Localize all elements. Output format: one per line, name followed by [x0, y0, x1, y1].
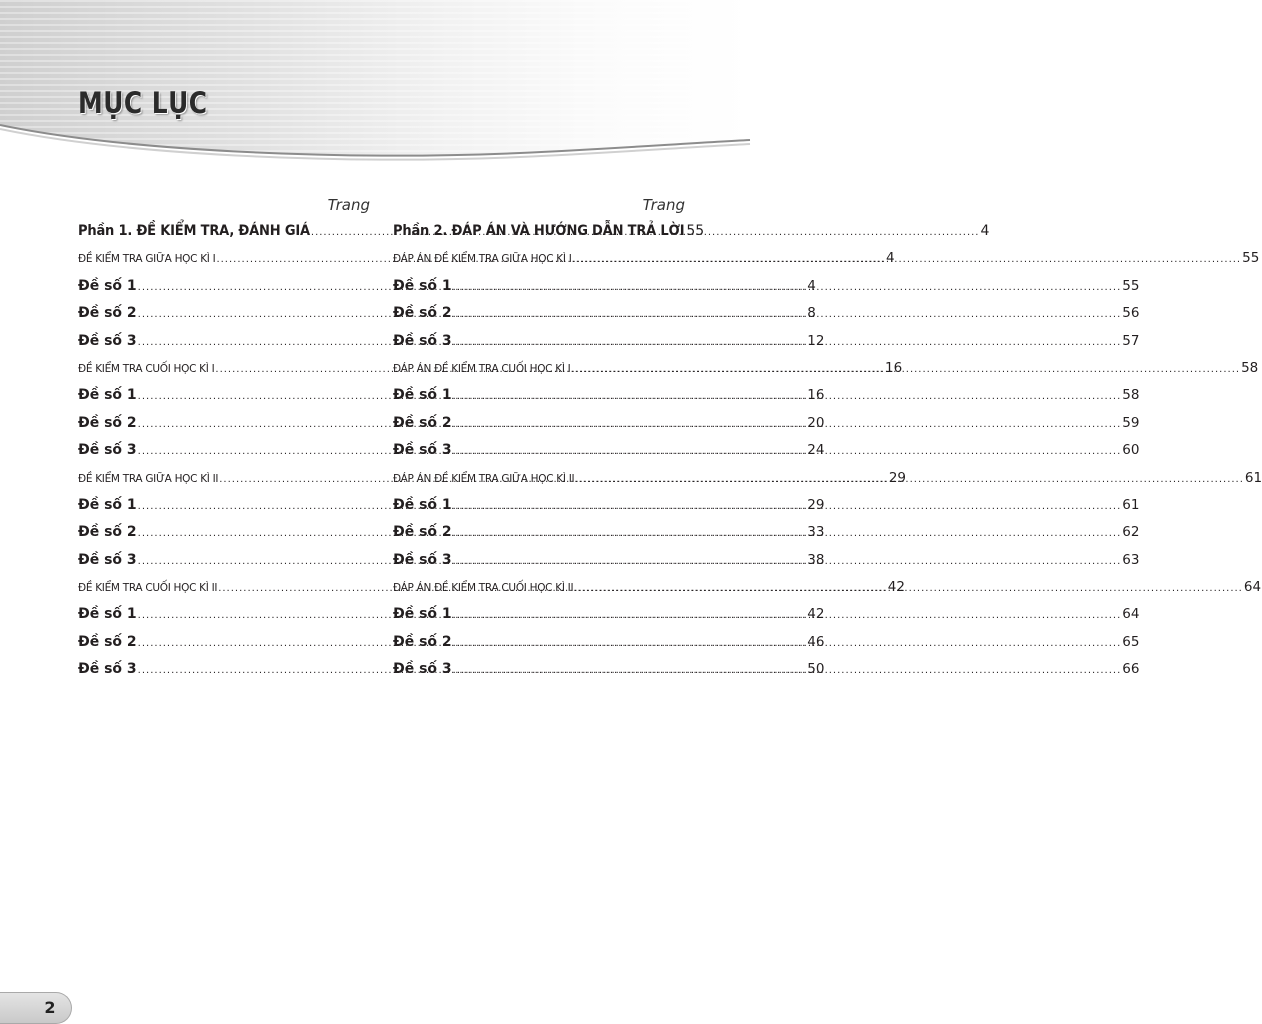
toc-entry-label: Đề số 3	[78, 551, 137, 568]
dot-leader	[575, 466, 1244, 493]
toc-entry-label: Đề số 1	[78, 496, 137, 513]
toc-entry-page: 55	[686, 223, 705, 239]
dot-leader	[453, 602, 1122, 629]
toc-entry-label: ĐÁP ÁN ĐỀ KIỂM TRA CUỐI HỌC KÌ I	[393, 362, 571, 375]
toc-entry-item	[78, 629, 825, 656]
toc-entry-page: 42	[807, 606, 825, 623]
page-number-tab	[0, 992, 72, 1024]
toc-entry-page: 8	[807, 305, 816, 322]
toc-entry-label: Đề số 1	[393, 277, 452, 294]
toc-entry-label: Đề số 3	[393, 332, 452, 349]
toc-entry-item	[78, 328, 825, 355]
dot-leader	[571, 356, 1240, 383]
toc-entry-page: 4	[980, 223, 990, 239]
page-title: MỤC LỤC	[78, 86, 208, 120]
toc-entry-page: 20	[807, 414, 825, 431]
dot-leader	[453, 438, 1122, 465]
toc-entry-item	[78, 547, 825, 574]
toc-entry-page: 29	[888, 469, 907, 486]
dot-leader	[453, 329, 1122, 356]
toc-entry-label: Đề số 2	[393, 414, 452, 431]
toc-entry-page: 64	[1243, 579, 1262, 596]
toc-entry-page: 64	[1122, 606, 1140, 623]
toc-entry-page: 12	[807, 332, 825, 349]
toc-entry-page: 65	[1122, 633, 1140, 650]
toc-entry-label: ĐỀ KIỂM TRA CUỐI HỌC KÌ II	[78, 582, 218, 595]
toc-entry-item	[78, 492, 825, 519]
dot-leader	[453, 383, 1122, 410]
dot-leader	[574, 575, 1243, 602]
toc-entry-item	[78, 273, 816, 300]
toc-entry-label: Đề số 1	[393, 496, 452, 513]
toc-entry-label: Đề số 2	[393, 633, 452, 650]
toc-entry-part	[393, 218, 705, 245]
toc-entry-item	[78, 656, 825, 683]
toc-entry-item	[78, 519, 825, 546]
toc-entry-item	[393, 273, 1140, 300]
toc-entry-label: Đề số 1	[78, 277, 137, 294]
page-number: 2	[44, 998, 56, 1017]
toc-entry-label: Đề số 3	[393, 661, 452, 678]
toc-entry-item	[393, 300, 1140, 327]
toc-entry-page: 33	[807, 524, 825, 541]
toc-entry-page: 24	[807, 442, 825, 459]
toc-entry-label: Đề số 1	[393, 387, 452, 404]
dot-leader	[453, 274, 1122, 301]
toc-entry-page: 61	[1122, 496, 1140, 513]
toc-entry-label: Đề số 1	[78, 606, 137, 623]
toc-entry-label: ĐÁP ÁN ĐỀ KIỂM TRA CUỐI HỌC KÌ II	[393, 582, 574, 595]
dot-leader	[573, 246, 1242, 273]
toc-entry-label: Đề số 2	[78, 524, 137, 541]
toc-entry-item	[78, 410, 825, 437]
toc-entry-item	[78, 437, 825, 464]
dot-leader	[453, 411, 1122, 438]
toc-entry-label: ĐỀ KIỂM TRA CUỐI HỌC KÌ I	[78, 362, 215, 375]
page-header-banner	[0, 0, 750, 175]
page-column-label: Trang	[642, 196, 685, 214]
toc-entry-label: ĐỀ KIỂM TRA GIỮA HỌC KÌ II	[78, 472, 219, 485]
toc-entry-label: Đề số 3	[393, 551, 452, 568]
toc-entry-page: 55	[1242, 250, 1260, 267]
toc-entry-page: 46	[807, 633, 825, 650]
toc-entry-page: 42	[887, 579, 905, 596]
toc-entry-label: Phần 2. ĐÁP ÁN VÀ HƯỚNG DẪN TRẢ LỜI	[393, 223, 685, 239]
toc-entry-page: 4	[807, 277, 816, 294]
toc-entry-section	[393, 245, 1260, 272]
dot-leader	[453, 657, 1122, 684]
toc-entry-label: ĐỀ KIỂM TRA GIỮA HỌC KÌ I	[78, 253, 216, 266]
dot-leader	[453, 630, 1122, 657]
dot-leader	[453, 493, 1122, 520]
toc-entry-page: 16	[807, 387, 825, 404]
toc-entry-label: Phần 1. ĐỀ KIỂM TRA, ĐÁNH GIÁ	[78, 223, 310, 239]
dot-leader	[453, 548, 1122, 575]
toc-entry-item	[78, 382, 825, 409]
toc-entry-page: 16	[884, 359, 903, 376]
toc-entry-page: 62	[1122, 524, 1140, 541]
toc-entry-label: Đề số 2	[78, 305, 137, 322]
toc-entry-page: 60	[1122, 442, 1140, 459]
toc-entry-page: 50	[807, 661, 825, 678]
toc-entry-label: Đề số 1	[393, 606, 452, 623]
toc-entry-label: ĐÁP ÁN ĐỀ KIỂM TRA GIỮA HỌC KÌ I	[393, 253, 572, 266]
toc-entry-page: 4	[886, 250, 895, 267]
toc-entry-label: Đề số 1	[78, 387, 137, 404]
toc-entry-label: Đề số 2	[78, 414, 137, 431]
toc-entry-label: Đề số 2	[393, 305, 452, 322]
toc-entry-page: 56	[1122, 305, 1140, 322]
toc-entry-page: 63	[1122, 551, 1140, 568]
toc-entry-page: 59	[1122, 414, 1140, 431]
toc-entry-label: Đề số 3	[78, 661, 137, 678]
toc-entry-label: Đề số 2	[393, 524, 452, 541]
toc-entry-page: 58	[1122, 387, 1140, 404]
toc-entry-page: 57	[1122, 332, 1140, 349]
toc-entry-page: 66	[1122, 661, 1140, 678]
toc-entry-item	[78, 300, 816, 327]
toc-entry-page: 55	[1122, 277, 1140, 294]
page-column-label: Trang	[327, 196, 370, 214]
toc-entry-label: Đề số 3	[393, 442, 452, 459]
toc-entry-page: 29	[807, 496, 825, 513]
toc-entry-page: 58	[1241, 359, 1259, 376]
toc-entry-page: 61	[1244, 469, 1262, 486]
toc-entry-page: 38	[807, 551, 825, 568]
toc-entry-label: Đề số 3	[78, 442, 137, 459]
toc-entry-label: Đề số 3	[78, 332, 137, 349]
dot-leader	[453, 301, 1122, 328]
toc-entry-label: Đề số 2	[78, 633, 137, 650]
toc-entry-item	[78, 601, 825, 628]
dot-leader	[453, 520, 1122, 547]
toc-entry-label: ĐÁP ÁN ĐỀ KIỂM TRA GIỮA HỌC KÌ II	[393, 472, 575, 485]
